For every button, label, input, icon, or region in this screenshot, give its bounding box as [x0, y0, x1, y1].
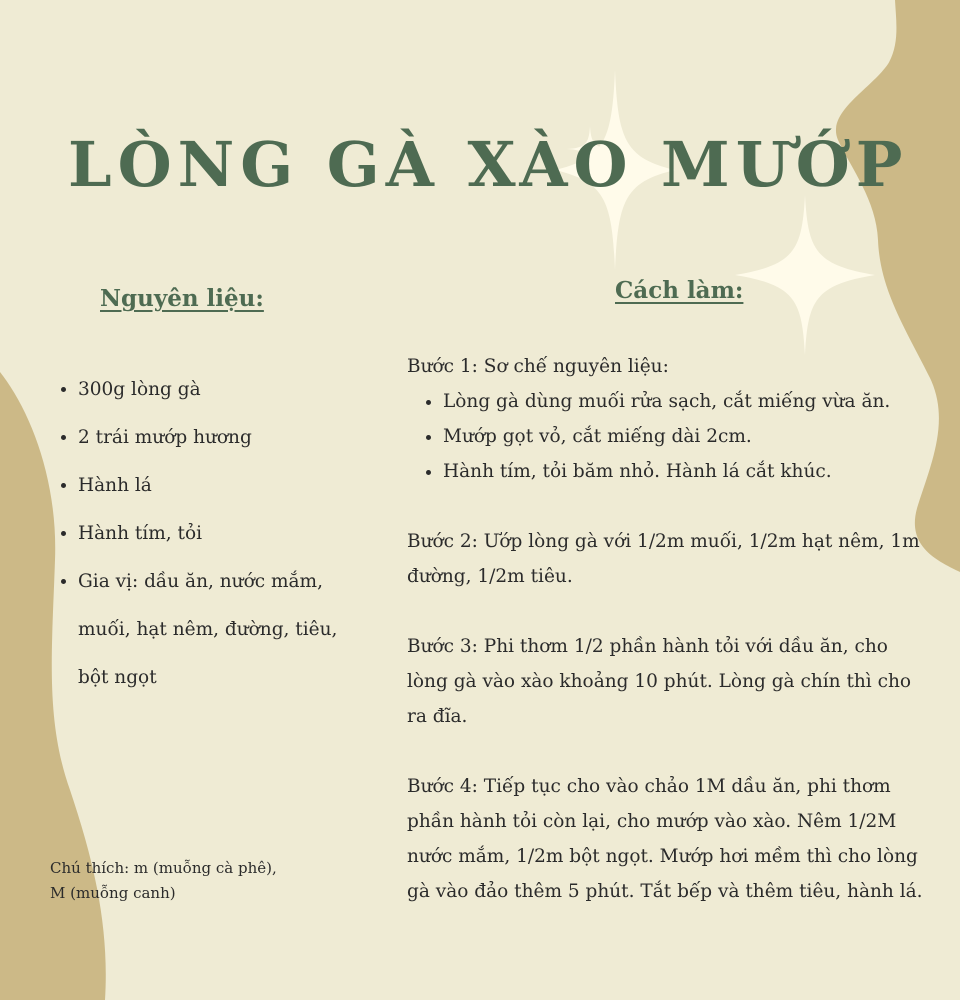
- page-title: LÒNG GÀ XÀO MƯỚP: [68, 128, 909, 201]
- step-4: Bước 4: Tiếp tục cho vào chảo 1M dầu ăn, phi thơm phần hành tỏi còn lại, cho mướp vào xào. Nêm 1/2M nước mắm, 1/2m bột ngọt. Mướp hơi mềm thì cho lòng gà vào đảo thêm 5 phút. Tắt bếp và thêm tiêu, hành lá.: [407, 776, 923, 902]
- ingredient-item: • Hành lá: [78, 462, 358, 510]
- step-1-bullet: • Hành tím, tỏi băm nhỏ. Hành lá cắt khúc.: [443, 454, 927, 489]
- step-2: Bước 2: Ướp lòng gà với 1/2m muối, 1/2m hạt nêm, 1m đường, 1/2m tiêu.: [407, 531, 920, 587]
- method-heading: Cách làm:: [615, 277, 744, 304]
- sparkle-medium: [735, 195, 875, 355]
- step-1-bullets: [407, 384, 927, 489]
- ingredients-list: [50, 366, 358, 702]
- unit-note-line: Chú thích: m (muỗng cà phê),: [50, 859, 277, 877]
- step-1-bullet: • Mướp gọt vỏ, cắt miếng dài 2cm.: [443, 419, 927, 454]
- step-1-label: Bước 1: Sơ chế nguyên liệu:: [407, 356, 669, 377]
- ingredients-heading: Nguyên liệu:: [100, 285, 264, 312]
- ingredient-item: • 2 trái mướp hương: [78, 414, 358, 462]
- step-1: [407, 349, 927, 489]
- ingredient-item: • Hành tím, tỏi: [78, 510, 358, 558]
- unit-note: [50, 856, 350, 906]
- method-steps: [407, 349, 927, 909]
- ingredient-item: • 300g lòng gà: [78, 366, 358, 414]
- step-3: Bước 3: Phi thơm 1/2 phần hành tỏi với dầu ăn, cho lòng gà vào xào khoảng 10 phút. Lòng gà chín thì cho ra đĩa.: [407, 636, 912, 727]
- ingredient-item: • Gia vị: dầu ăn, nước mắm, muối, hạt nêm, đường, tiêu, bột ngọt: [78, 558, 358, 702]
- step-1-bullet: • Lòng gà dùng muối rửa sạch, cắt miếng vừa ăn.: [443, 384, 927, 419]
- unit-note-line: M (muỗng canh): [50, 884, 176, 902]
